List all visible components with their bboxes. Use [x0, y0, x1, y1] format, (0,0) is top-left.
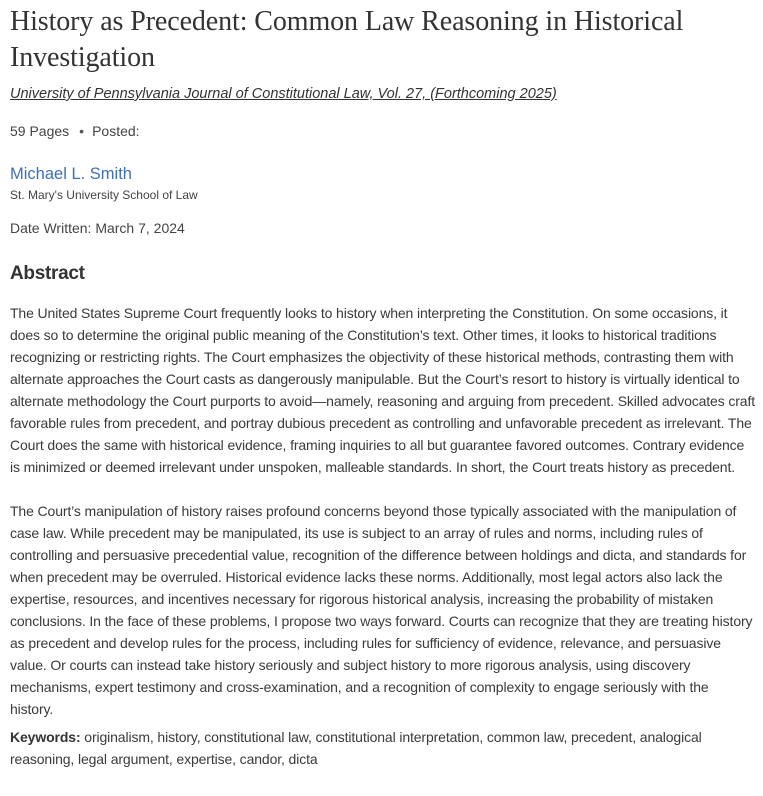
author-link[interactable]: Michael L. Smith — [10, 165, 132, 183]
date-written: Date Written: March 7, 2024 — [10, 220, 185, 236]
abstract-paragraph-1: The United States Supreme Court frequently looks to history when interpreting the Constitution. On some occasions, it does so to determine the original public meaning of the Constitution’s text. Other times, it looks to historical traditions recognizing or restricting rights. The Court emphasizes the objectivity of these historical methods, contrasting them with alternate approaches the Court casts as dangerously manipulable. But the Court’s resort to history is virtually identical to alternate methodology the Court purports to avoid—namely, reasoning and arguing from precedent. Skilled advocates craft favorable rules from precedent, and portray dubious precedent as controlling and unfavorable precedent as irrelevant. The Court does the same with historical evidence, framing inquiries to all but guarantee favored outcomes. Contrary evidence is minimized or deemed irrelevant under unspoken, malleable standards. In short, the Court treats history as precedent. — [10, 304, 756, 475]
page-count: 59 Pages — [10, 123, 70, 139]
journal-citation-link[interactable]: University of Pennsylvania Journal of Constitutional Law, Vol. 27, (Forthcoming 2025) — [10, 86, 557, 102]
keywords — [10, 726, 755, 770]
paper-title: History as Precedent: Common Law Reasoning in Historical Investigation — [10, 6, 684, 73]
keywords-list: originalism, history, constitutional law, constitutional interpretation, common law, precedent, analogical reasoning, legal argument, expertise, candor, dicta — [10, 728, 702, 767]
meta-separator: • — [79, 123, 85, 139]
paper-meta — [10, 121, 755, 141]
abstract-paragraph-2: The Court’s manipulation of history raises profound concerns beyond those typically associated with the manipulation of case law. While precedent may be manipulated, its use is subject to an array of rules and norms, including rules of controlling and persuasive precedential value, recognition of the difference between holdings and dicta, and standards for when precedent may be overruled. Historical evidence lacks these norms. Additionally, most legal actors also lack the expertise, resources, and incentives necessary for rigorous historical analysis, increasing the probability of mistaken conclusions. In the face of these problems, I propose two ways forward. Courts can recognize that they are treating history as precedent and develop rules for the process, including rules for sufficiency of evidence, relevance, and persuasive value. Or courts can instead take history seriously and subject history to more rigorous analysis, using discovery mechanisms, expert testimony and cross-examination, and a recognition of complexity to engage seriously with the history. — [10, 502, 753, 717]
keywords-label: Keywords: — [10, 728, 81, 745]
posted-label: Posted: — [92, 123, 140, 139]
author-affiliation: St. Mary's University School of Law — [10, 188, 198, 202]
paper-page — [10, 0, 755, 770]
abstract-heading: Abstract — [10, 263, 85, 284]
